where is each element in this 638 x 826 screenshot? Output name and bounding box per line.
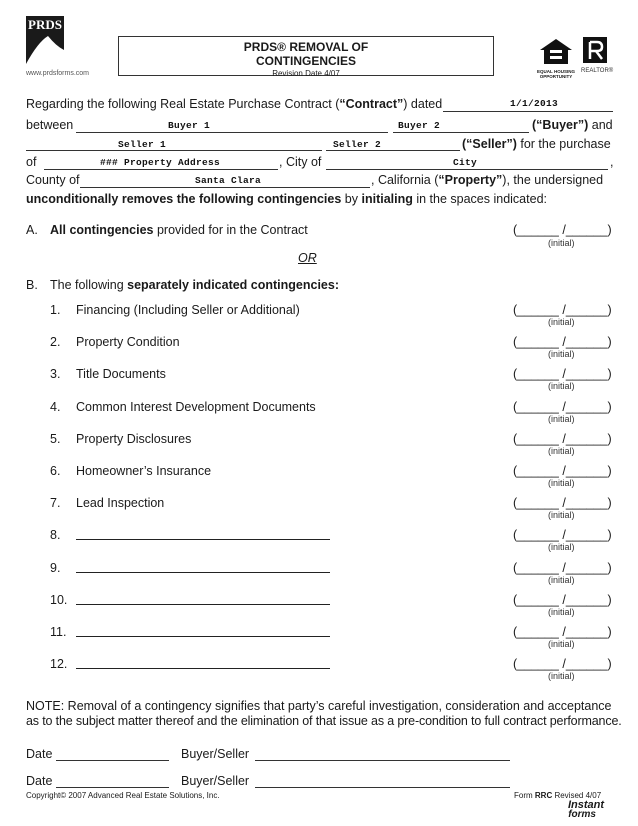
copyright-text: Copyright© 2007 Advanced Real Estate Solutions, Inc. (26, 791, 220, 800)
california-text: , California ( (371, 173, 439, 187)
contingency-number: 5. (50, 431, 61, 446)
intro-text: ) dated (403, 97, 443, 111)
form-revised: Revised 4/07 (552, 791, 602, 800)
contingency-number: 7. (50, 496, 61, 511)
seller2-field[interactable] (326, 150, 460, 151)
for-purchase-text: for the purchase (520, 137, 611, 151)
initial-box[interactable]: (______ /______) (513, 657, 612, 672)
contract-date-value: 1/1/2013 (510, 98, 559, 109)
buyer1-field[interactable] (76, 132, 388, 133)
contingency-number: 12. (50, 657, 68, 672)
custom-contingency-field[interactable] (76, 604, 330, 605)
initial-label: (initial) (548, 445, 575, 456)
initial-label: (initial) (548, 349, 575, 360)
intro-text: Regarding the following Real Estate Purchase Contract ( (26, 97, 340, 111)
initial-box[interactable]: (______ /______) (513, 560, 612, 575)
section-a-text (50, 223, 308, 237)
initial-box[interactable]: (______ /______) (513, 464, 612, 478)
contingency-label: Property Condition (76, 335, 180, 350)
seller1-value: Seller 1 (118, 139, 167, 150)
county-field[interactable] (80, 187, 370, 188)
separately-indicated-label: separately indicated contingencies: (127, 278, 339, 292)
property-address-value: ### Property Address (100, 157, 221, 168)
revision-date: Revision Date 4/07 (272, 69, 340, 78)
prds-logo (26, 16, 64, 64)
city-field[interactable] (326, 169, 608, 170)
date-field-1[interactable] (56, 760, 169, 761)
initial-box[interactable]: (______ /______) (513, 399, 612, 414)
buyer1-value: Buyer 1 (168, 120, 211, 131)
form-title-line1: PRDS® REMOVAL OF (243, 40, 369, 54)
custom-contingency-field[interactable] (76, 668, 330, 669)
note-line-2: as to the subject matter thereof and the elimination of that issue as a pre-condition to full contract performance. (26, 714, 622, 728)
date-label-2: Date (26, 774, 53, 788)
buyer-seller-label-1: Buyer/Seller (181, 747, 250, 761)
form-prefix: Form (514, 791, 535, 800)
section-b-text (50, 278, 339, 292)
form-code: RRC (534, 791, 553, 800)
removes-text: unconditionally removes the following contingencies (26, 192, 342, 206)
initial-box[interactable]: (______ /______) (513, 335, 612, 350)
initial-box[interactable]: (______ /______) (513, 367, 612, 382)
section-b-desc: The following (50, 278, 128, 292)
contingency-number: 11. (50, 625, 67, 639)
contingency-number: 1. (50, 303, 61, 317)
date-field-2[interactable] (56, 787, 169, 788)
prds-logo-text: PRDS (28, 17, 62, 32)
initial-box[interactable]: (______ /______) (513, 303, 612, 317)
buyer-tag: (“Buyer”) (532, 118, 589, 132)
contingency-number: 9. (50, 560, 61, 575)
contingency-number: 10. (50, 592, 68, 607)
contingency-number: 6. (50, 464, 61, 478)
comma-text: , (610, 155, 614, 169)
county-of-label: County of (26, 173, 80, 187)
initial-box[interactable]: (______ /______) (513, 496, 612, 511)
seller2-value: Seller 2 (333, 139, 382, 150)
by-text: by (341, 192, 362, 206)
signature-field-2[interactable] (255, 787, 510, 788)
intro-line-1 (26, 97, 442, 111)
initial-label: (initial) (548, 639, 575, 649)
realtor-icon (581, 36, 614, 76)
date-label-1: Date (26, 747, 53, 761)
initial-box[interactable]: (______ /______) (513, 625, 612, 639)
section-b-letter: B. (26, 278, 38, 292)
title-box (118, 36, 494, 76)
contingency-label: Common Interest Development Documents (76, 399, 316, 414)
between-label: between (26, 118, 74, 132)
initial-label: (initial) (548, 478, 575, 488)
initial-label: (initial) (548, 574, 575, 585)
contingency-number: 3. (50, 367, 61, 382)
initial-box-a[interactable]: (______ /______) (513, 223, 612, 237)
contingency-number: 4. (50, 399, 61, 414)
seller1-field[interactable] (26, 150, 322, 151)
initial-label-a: (initial) (548, 238, 575, 248)
mountain-icon (26, 16, 64, 64)
buyer2-value: Buyer 2 (398, 120, 441, 131)
website-text: www.prdsforms.com (26, 70, 90, 77)
seller-tag: (“Seller”) (462, 137, 517, 151)
brand-line-1: Instant (567, 799, 604, 811)
contract-date-field[interactable] (443, 111, 613, 112)
initial-label: (initial) (548, 381, 575, 392)
seller-tag-line (462, 137, 611, 151)
initial-label: (initial) (548, 413, 575, 424)
initial-box[interactable]: (______ /______) (513, 592, 612, 607)
initial-label: (initial) (548, 671, 575, 682)
instant-forms-logo (548, 800, 604, 820)
initial-label: (initial) (548, 317, 575, 327)
section-a-letter: A. (26, 223, 38, 237)
form-title-line2: CONTINGENCIES (255, 54, 356, 68)
and-text: and (591, 118, 613, 132)
initial-label: (initial) (548, 542, 575, 553)
intro-line-6 (26, 192, 547, 206)
brand-line-2: forms (568, 809, 596, 820)
section-a-desc: provided for in the Contract (153, 223, 308, 237)
initial-box[interactable]: (______ /______) (513, 431, 612, 446)
equal-housing-icon (536, 36, 576, 79)
all-contingencies-label: All contingencies (50, 223, 154, 237)
contingency-label: Homeowner’s Insurance (76, 464, 212, 478)
city-value: City (453, 157, 478, 168)
california-line (371, 173, 603, 187)
contingency-number: 8. (50, 528, 61, 543)
contingency-label: Title Documents (76, 367, 166, 382)
city-of-label: , City of (279, 155, 322, 169)
or-divider: OR (298, 251, 317, 265)
signature-field-1[interactable] (255, 760, 510, 761)
property-address-field[interactable] (44, 169, 278, 170)
buyer2-field[interactable] (393, 132, 529, 133)
county-value: Santa Clara (195, 175, 262, 186)
note-line-1: NOTE: Removal of a contingency signifies that party’s careful investigation, consideration and acceptance (26, 699, 612, 713)
spaces-text: in the spaces indicated: (412, 192, 547, 206)
custom-contingency-field[interactable] (76, 539, 330, 540)
custom-contingency-field[interactable] (76, 572, 330, 573)
initial-label: (initial) (548, 606, 575, 617)
initialing-text: initialing (361, 192, 413, 206)
initial-label: (initial) (548, 510, 575, 521)
custom-contingency-field[interactable] (76, 636, 330, 637)
contingency-label: Property Disclosures (76, 431, 192, 446)
contingency-label: Financing (Including Seller or Additional) (76, 303, 300, 317)
realtor-label: REALTOR® (581, 68, 614, 74)
contingency-label: Lead Inspection (76, 496, 165, 511)
contract-label: “Contract” (339, 97, 404, 111)
initial-box[interactable]: (______ /______) (513, 528, 612, 543)
equal-housing-label: EQUAL HOUSING OPPORTUNITY (537, 69, 575, 79)
contingency-number: 2. (50, 335, 61, 350)
property-tag: “Property” (438, 173, 503, 187)
buyer-tag-line (532, 118, 613, 132)
buyer-seller-label-2: Buyer/Seller (181, 774, 250, 788)
of-label: of (26, 155, 37, 169)
undersigned-text: ), the undersigned (502, 173, 604, 187)
